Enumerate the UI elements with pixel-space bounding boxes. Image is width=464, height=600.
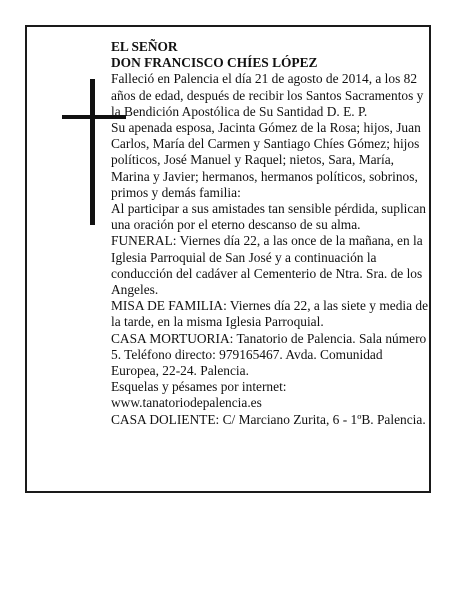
funeral-info: FUNERAL: Viernes día 22, a las once de la mañana, en la Iglesia Parroquial de San José y a continuación la conducción del cadáver al Cementerio de Ntra. Sra. de los Angeles. [111,233,423,298]
notice-title: EL SEÑOR [111,39,178,54]
family-list: Su apenada esposa, Jacinta Gómez de la Rosa; hijos, Juan Carlos, María del Carmen y Santiago Chíes Gómez; hijos políticos, José Manuel y Raquel; nietos, Sara, María, Marina y Javier; hermanos, hermanos políticos, sobrinos, primos y demás familia: [111,120,421,200]
deceased-name: DON FRANCISCO CHÍES LÓPEZ [111,55,318,71]
internet-condolences: Esquelas y pésames por internet: www.tanatoriodepalencia.es [111,379,287,411]
family-home-info: CASA DOLIENTE: C/ Marciano Zurita, 6 - 1ºB. Palencia. [111,411,426,427]
death-announcement: Falleció en Palencia el día 21 de agosto de 2014, a los 82 años de edad, después de recibir los Santos Sacramentos y la Bendición Apostólica de Su Santidad D. E. P. [111,71,424,119]
family-mass-info: MISA DE FAMILIA: Viernes día 22, a las siete y media de la tarde, en la misma Iglesia Parroquial. [111,298,429,330]
cross-vertical-bar [90,79,95,225]
prayer-request: Al participar a sus amistades tan sensible pérdida, suplican una oración por el eterno descanso de su alma. [111,201,426,233]
funeral-home-info: CASA MORTUORIA: Tanatorio de Palencia. Sala número 5. Teléfono directo: 979165467. Avda. Comunidad Europea, 22-24. Palencia. [111,330,427,379]
obituary-text [111,39,431,428]
